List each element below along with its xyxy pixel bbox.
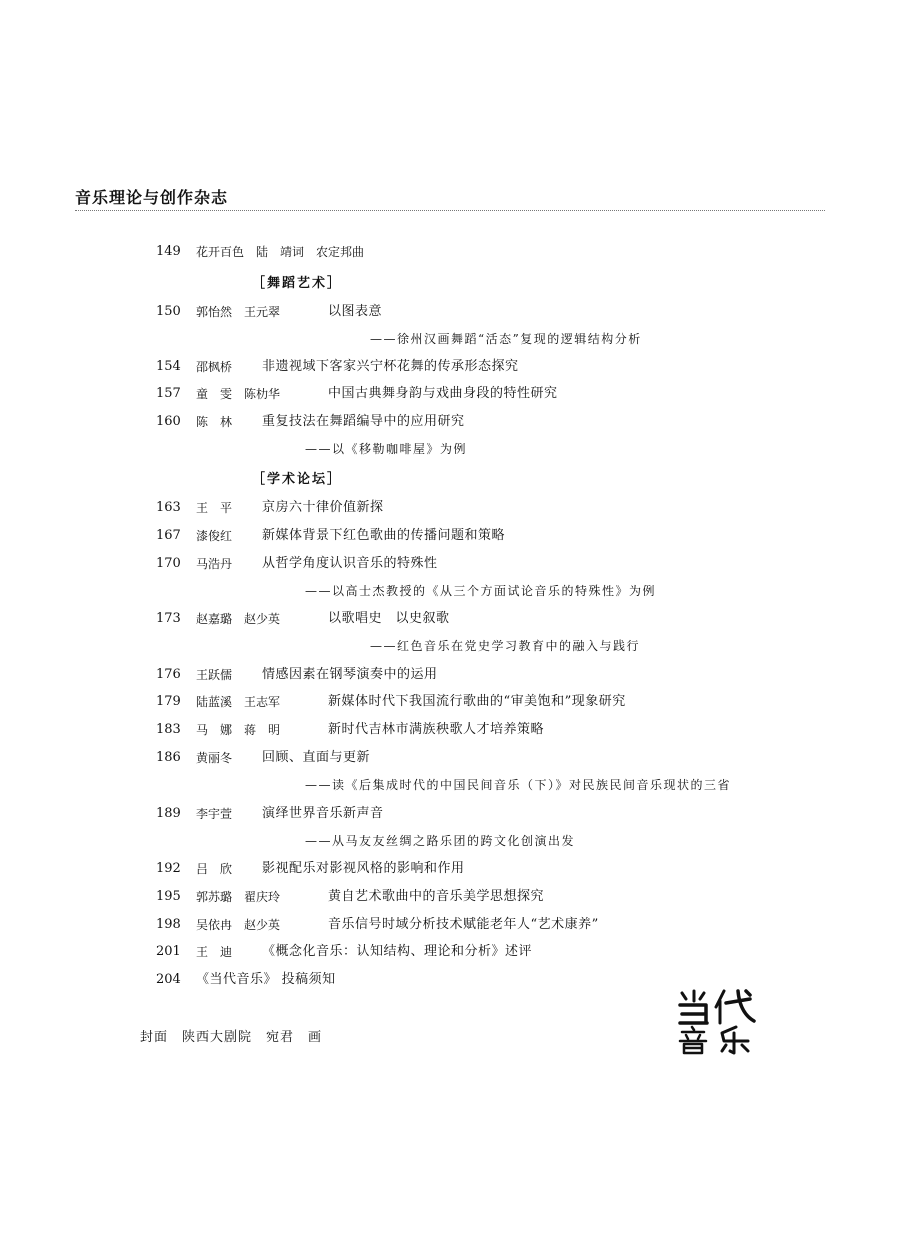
article-subtitle: ——徐州汉画舞蹈“活态”复现的逻辑结构分析 — [370, 332, 642, 346]
article-title: 非遗视域下客家兴宁杯花舞的传承形态探究 — [262, 359, 519, 374]
page-number: 195 — [156, 889, 181, 904]
page-number: 163 — [156, 500, 181, 515]
article-title: 京房六十律价值新探 — [262, 500, 384, 515]
article-subtitle: ——以《移勒咖啡屋》为例 — [305, 442, 468, 456]
article-author: 郭苏璐 翟庆玲 — [196, 890, 281, 904]
page-number: 183 — [156, 722, 181, 737]
article-title: 《概念化音乐：认知结构、理论和分析》述评 — [262, 944, 533, 959]
page-number: 176 — [156, 667, 181, 682]
page-number: 179 — [156, 694, 181, 709]
article-subtitle: ——从马友友丝绸之路乐团的跨文化创演出发 — [305, 834, 576, 848]
article-title: 以图表意 — [328, 304, 383, 319]
page-number: 192 — [156, 861, 181, 876]
article-author: 花开百色 陆 靖词 农定邦曲 — [196, 245, 365, 259]
article-title: 新时代吉林市满族秧歌人才培养策略 — [328, 722, 545, 737]
page-number: 157 — [156, 386, 181, 401]
article-author: 黄丽冬 — [196, 751, 233, 765]
page-number: 173 — [156, 611, 181, 626]
page-number: 150 — [156, 304, 181, 319]
article-title: 新媒体背景下红色歌曲的传播问题和策略 — [262, 528, 506, 543]
journal-header: 音乐理论与创作杂志 — [75, 188, 229, 207]
article-title: 《当代音乐》 投稿须知 — [196, 972, 336, 987]
article-author: 赵嘉璐 赵少英 — [196, 612, 281, 626]
article-author: 马 娜 蒋 明 — [196, 723, 281, 737]
article-title: 音乐信号时域分析技术赋能老年人“艺术康养” — [328, 917, 599, 932]
article-title: 黄自艺术歌曲中的音乐美学思想探究 — [328, 889, 545, 904]
page-number: 160 — [156, 414, 181, 429]
article-author: 吴依冉 赵少英 — [196, 918, 281, 932]
page-number: 189 — [156, 806, 181, 821]
article-title: 新媒体时代下我国流行歌曲的“审美饱和”现象研究 — [328, 694, 626, 709]
article-author: 郭怡然 王元翠 — [196, 305, 281, 319]
magazine-logo — [672, 985, 762, 1055]
article-author: 童 雯 陈朸华 — [196, 387, 281, 401]
section-label: ［学术论坛］ — [252, 472, 343, 487]
page-number: 186 — [156, 750, 181, 765]
article-author: 王 迪 — [196, 945, 233, 959]
article-title: 从哲学角度认识音乐的特殊性 — [262, 556, 438, 571]
page-number: 201 — [156, 944, 181, 959]
article-title: 影视配乐对影视风格的影响和作用 — [262, 861, 465, 876]
page-number: 198 — [156, 917, 181, 932]
article-author: 王 平 — [196, 501, 233, 515]
page-number: 154 — [156, 359, 181, 374]
section-label: ［舞蹈艺术］ — [252, 276, 343, 291]
article-title: 以歌唱史 以史叙歌 — [328, 611, 450, 626]
article-author: 吕 欣 — [196, 862, 233, 876]
article-title: 重复技法在舞蹈编导中的应用研究 — [262, 414, 465, 429]
page-number: 167 — [156, 528, 181, 543]
article-author: 邵枫桥 — [196, 360, 233, 374]
page-number: 170 — [156, 556, 181, 571]
article-author: 王跃儒 — [196, 668, 233, 682]
article-subtitle: ——读《后集成时代的中国民间音乐（下）》对民族民间音乐现状的三省 — [305, 778, 732, 792]
article-title: 情感因素在钢琴演奏中的运用 — [262, 667, 438, 682]
article-author: 李宇萱 — [196, 807, 233, 821]
article-subtitle: ——红色音乐在党史学习教育中的融入与践行 — [370, 639, 641, 653]
article-title: 中国古典舞身韵与戏曲身段的特性研究 — [328, 386, 558, 401]
cover-note: 封面 陕西大剧院 宛君 画 — [140, 1030, 323, 1045]
article-title: 演绎世界音乐新声音 — [262, 806, 384, 821]
page-number: 204 — [156, 972, 181, 987]
article-title: 回顾、直面与更新 — [262, 750, 371, 765]
article-subtitle: ——以高士杰教授的《从三个方面试论音乐的特殊性》为例 — [305, 584, 657, 598]
article-author: 陈 林 — [196, 415, 233, 429]
article-author: 马浩丹 — [196, 557, 233, 571]
article-author: 漆俊红 — [196, 529, 233, 543]
page-number: 149 — [156, 244, 181, 259]
article-author: 陆蓝溪 王志军 — [196, 695, 281, 709]
